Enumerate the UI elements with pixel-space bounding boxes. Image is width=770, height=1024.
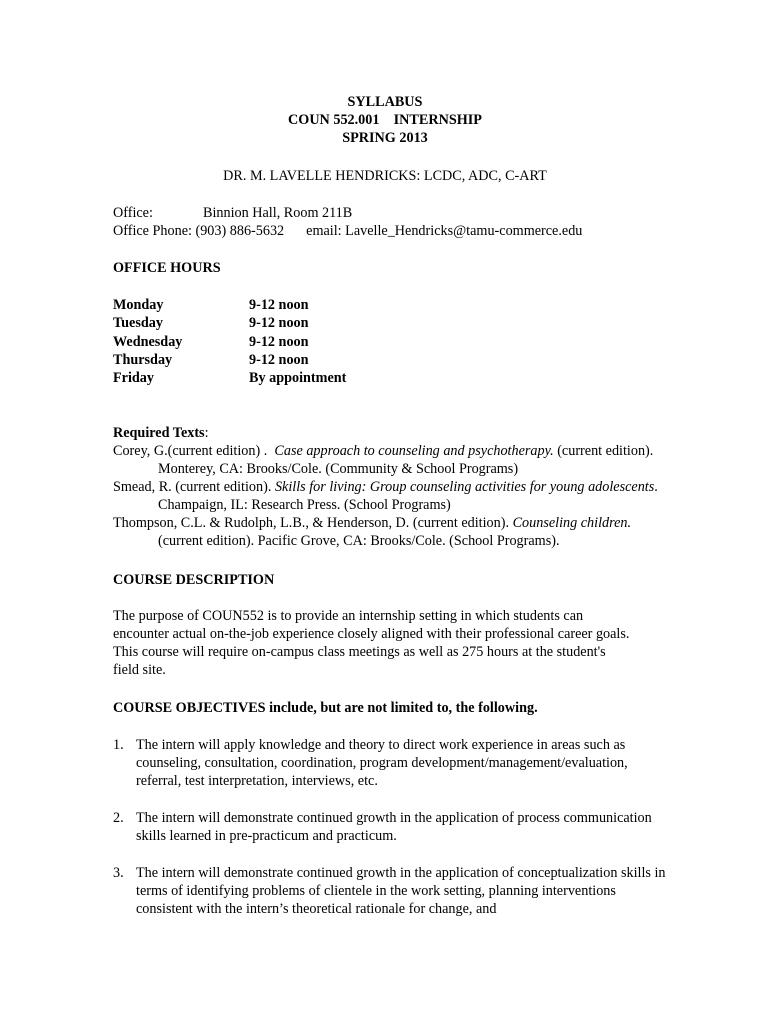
- phone-value: (903) 886-5632: [195, 223, 285, 239]
- instructor-name: DR. M. LAVELLE HENDRICKS: LCDC, ADC, C-ART: [223, 168, 547, 184]
- hours-row: [113, 296, 346, 314]
- syllabus-header: [0, 93, 770, 147]
- hours-day: Thursday: [113, 351, 173, 368]
- term: SPRING 2013: [342, 130, 428, 146]
- course-description-body: The purpose of COUN552 is to provide an internship setting in which students can encounter actual on-the-job experience closely aligned with their professional career goals. This course will require on-campus class meetings as well as 275 hours at the student's field site.: [113, 608, 630, 678]
- hours-time: By appointment: [249, 370, 347, 387]
- required-texts: [113, 424, 673, 550]
- course-description-heading: COURSE DESCRIPTION: [113, 572, 275, 588]
- reference-smead: [113, 478, 673, 514]
- reference-corey: [113, 442, 673, 478]
- ref-title: Counseling children.: [512, 515, 632, 531]
- office-value: Binnion Hall, Room 211B: [203, 205, 353, 221]
- objective-item: [113, 864, 673, 918]
- hours-time: 9-12 noon: [249, 333, 309, 350]
- objective-text: The intern will apply knowledge and theory to direct work experience in areas such as counseling, consultation, coordination, program development/management/evaluation, referral, test interpretation, interviews, etc.: [136, 737, 628, 789]
- course-title: COUN 552.001 INTERNSHIP: [288, 112, 482, 128]
- course-objectives-heading: COURSE OBJECTIVES include, but are not limited to, the following.: [113, 700, 538, 716]
- hours-day: Monday: [113, 297, 164, 313]
- objective-number: 1.: [113, 737, 124, 753]
- ref-title: Skills for living: Group counseling activities for young adolescents: [274, 479, 655, 495]
- ref-authors: Smead, R. (current edition).: [113, 479, 275, 495]
- required-texts-colon: :: [204, 425, 209, 441]
- hours-row: [113, 333, 346, 351]
- office-hours-heading: OFFICE HOURS: [113, 260, 221, 276]
- reference-thompson: [113, 514, 673, 550]
- phone-label: Office Phone:: [113, 223, 192, 239]
- office-label: Office:: [113, 205, 153, 221]
- objective-number: 3.: [113, 865, 124, 881]
- ref-title: Case approach to counseling and psychotherapy.: [274, 443, 554, 459]
- objective-text: The intern will demonstrate continued growth in the application of process communication skills learned in pre-practicum and practicum.: [136, 810, 652, 844]
- office-info: [113, 204, 582, 240]
- hours-day: Friday: [113, 370, 154, 387]
- email-value: Lavelle_Hendricks@tamu-commerce.edu: [345, 223, 583, 239]
- ref-authors: Corey, G.(current edition) .: [113, 443, 275, 459]
- office-hours-table: [113, 296, 346, 387]
- email-label: email:: [306, 223, 342, 239]
- doc-title: SYLLABUS: [347, 94, 423, 110]
- objective-text: The intern will demonstrate continued growth in the application of conceptualization skills in terms of identifying problems of clientele in the work setting, planning interventions consistent with the intern’s theoretical rationale for change, and: [136, 865, 666, 917]
- hours-time: 9-12 noon: [249, 315, 309, 332]
- hours-time: 9-12 noon: [249, 351, 309, 368]
- required-texts-label: Required Texts: [113, 425, 205, 441]
- ref-publication: (current edition). Monterey, CA: Brooks/Cole. (Community & School Programs): [158, 443, 654, 477]
- ref-publication: . Champaign, IL: Research Press. (School Programs): [158, 479, 658, 513]
- hours-row: [113, 351, 346, 369]
- ref-authors: Thompson, C.L. & Rudolph, L.B., & Henderson, D. (current edition).: [113, 515, 513, 531]
- hours-row: [113, 369, 346, 387]
- ref-publication: (current edition). Pacific Grove, CA: Brooks/Cole. (School Programs).: [158, 533, 560, 549]
- hours-day: Wednesday: [113, 333, 183, 350]
- objective-item: [113, 736, 673, 790]
- hours-time: 9-12 noon: [249, 297, 309, 313]
- hours-day: Tuesday: [113, 315, 163, 332]
- hours-row: [113, 314, 346, 332]
- objective-number: 2.: [113, 810, 124, 826]
- objective-item: [113, 809, 673, 845]
